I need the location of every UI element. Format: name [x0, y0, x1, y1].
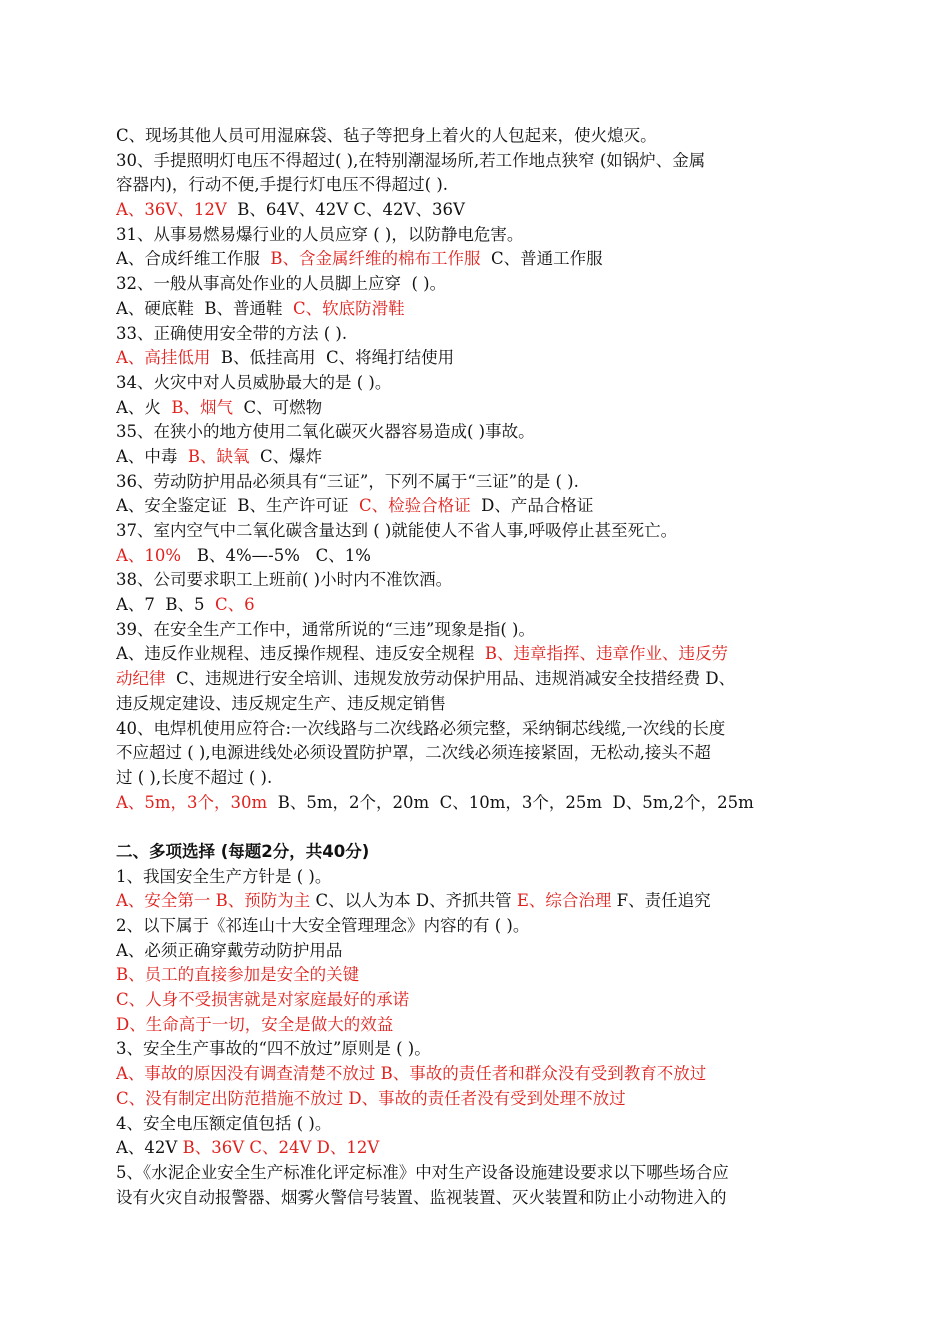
text-segment: A、安全鉴定证 B、生产许可证 [116, 496, 360, 516]
text-line [116, 420, 836, 445]
text-segment: 31、从事易燃易爆行业的人员应穿 ( )，以防静电危害。 [116, 224, 524, 244]
document-body [116, 124, 836, 1210]
text-segment: 39、在安全生产工作中，通常所说的“三违”现象是指( )。 [116, 619, 535, 639]
text-segment: A、必须正确穿戴劳动防护用品 [116, 940, 343, 960]
text-segment: 37、室内空气中二氧化碳含量达到 ( )就能使人不省人事,呼吸停止甚至死亡。 [116, 521, 678, 540]
text-segment: 34、火灾中对人员威胁最大的是 ( )。 [116, 372, 392, 392]
text-segment: 32、一般从事高处作业的人员脚上应穿 ( )。 [116, 274, 447, 294]
answer-highlight: B、员工的直接参加是安全的关键 [116, 965, 360, 985]
text-segment: 设有火灾自动报警器、烟雾火警信号装置、监视装置、灭火装置和防止小动物进入的 [116, 1187, 727, 1207]
text-line [116, 519, 836, 544]
answer-highlight: A、事故的原因没有调查清楚不放过 B、事故的责任者和群众没有受到教育不放过 [116, 1064, 707, 1084]
text-line [116, 618, 836, 643]
text-segment: 1、我国安全生产方针是 ( )。 [116, 866, 332, 886]
text-line [116, 1037, 836, 1062]
text-line [116, 988, 836, 1013]
text-line [116, 741, 836, 766]
text-segment: C、违规进行安全培训、违规发放劳动保护用品、违规消减安全技措经费 D、 [165, 669, 736, 689]
answer-highlight: B、含金属纤维的棉布工作服 [270, 249, 481, 269]
text-segment: B、64V、42V C、42V、36V [226, 200, 465, 220]
text-segment: B、4%—-5% C、1% [181, 545, 371, 565]
text-segment: D、产品合格证 [470, 496, 594, 516]
text-segment: 容器内)，行动不便,手提行灯电压不得超过( ). [116, 175, 449, 195]
text-line [116, 322, 836, 347]
text-line [116, 223, 836, 248]
text-segment: C、普通工作服 [480, 249, 603, 269]
text-line [116, 717, 836, 742]
text-segment: 过 ( ),长度不超过 ( ). [116, 767, 273, 787]
answer-highlight: C、检验合格证 [359, 496, 471, 516]
text-line [116, 445, 836, 470]
text-segment: C、可燃物 [233, 397, 323, 417]
answer-highlight: A、10% [116, 545, 182, 565]
text-segment: A、中毒 [116, 446, 188, 466]
text-segment: B、5m，2个，20m C、10m，3个，25m D、5m,2个，25m [267, 792, 754, 812]
answer-highlight: E、综合治理 [516, 891, 612, 911]
text-line [116, 568, 836, 593]
text-segment: 4、安全电压额定值包括 ( )。 [116, 1113, 332, 1133]
text-line [116, 939, 836, 964]
text-segment: C、现场其他人员可用湿麻袋、毡子等把身上着火的人包起来，使火熄灭。 [116, 126, 657, 145]
text-line [116, 766, 836, 791]
blank-line [116, 815, 836, 840]
text-line [116, 297, 836, 322]
answer-highlight: 动纪律 [116, 669, 166, 689]
text-line [116, 1112, 836, 1137]
text-line [116, 470, 836, 495]
text-line [116, 198, 836, 223]
text-line [116, 1062, 836, 1087]
text-segment: 5、《水泥企业安全生产标准化评定标准》中对生产设备设施建设要求以下哪些场合应 [116, 1162, 729, 1182]
answer-highlight: C、6 [215, 595, 255, 615]
text-line [116, 642, 836, 667]
text-segment: 36、劳动防护用品必须具有“三证”，下列不属于“三证”的是 ( ). [116, 471, 579, 491]
text-line [116, 865, 836, 890]
text-segment: C、以人为本 D、齐抓共管 [310, 891, 517, 911]
text-segment: 40、电焊机使用应符合:一次线路与二次线路必须完整，采纳铜芯线缆,一次线的长度 [116, 718, 726, 738]
answer-highlight: C、没有制定出防范措施不放过 D、事故的责任者没有受到处理不放过 [116, 1088, 626, 1108]
answer-highlight: D、生命高于一切，安全是做大的效益 [116, 1014, 394, 1034]
answer-highlight: B、缺氧 [187, 446, 250, 466]
text-segment: 3、安全生产事故的“四不放过”原则是 ( )。 [116, 1039, 431, 1059]
text-segment: B、低挂高用 C、将绳打结使用 [210, 348, 455, 368]
text-line [116, 494, 836, 519]
text-line [116, 963, 836, 988]
text-line [116, 889, 836, 914]
text-segment: 不应超过 ( ),电源进线处必须设置防护罩，二次线必须连接紧固，无松动,接头不超 [116, 743, 711, 763]
text-line [116, 593, 836, 618]
answer-highlight: C、软底防滑鞋 [293, 298, 405, 318]
answer-highlight: C、人身不受损害就是对家庭最好的承诺 [116, 990, 410, 1010]
text-line [116, 124, 836, 149]
text-line [116, 1161, 836, 1186]
text-line [116, 544, 836, 569]
section-heading [116, 840, 836, 865]
answer-highlight: B、违章指挥、违章作业、违反劳 [484, 644, 729, 664]
text-segment: C、爆炸 [249, 446, 323, 466]
text-line [116, 1136, 836, 1161]
text-segment: 二、多项选择 (每题2分，共40分) [116, 841, 370, 861]
text-line [116, 667, 836, 692]
answer-highlight: A、高挂低用 [116, 348, 211, 368]
text-line [116, 1087, 836, 1112]
text-segment: 违反规定建设、违反规定生产、违反规定销售 [116, 693, 446, 713]
text-line [116, 371, 836, 396]
text-segment: F、责任追究 [611, 891, 711, 911]
text-segment: A、合成纤维工作服 [116, 249, 271, 269]
text-segment: A、硬底鞋 B、普通鞋 [116, 298, 294, 318]
answer-highlight: A、安全第一 B、预防为主 [116, 891, 311, 911]
answer-highlight: A、36V、12V [116, 200, 227, 220]
text-segment: 38、公司要求职工上班前( )小时内不准饮酒。 [116, 570, 453, 590]
text-line [116, 692, 836, 717]
text-segment: A、火 [116, 397, 172, 417]
text-segment: 30、手提照明灯电压不得超过( ),在特别潮湿场所,若工作地点狭窄 (如锅炉、金属 [116, 150, 706, 170]
text-line [116, 173, 836, 198]
text-segment: 35、在狭小的地方使用二氧化碳灭火器容易造成( )事故。 [116, 422, 535, 442]
text-line [116, 346, 836, 371]
text-line [116, 247, 836, 272]
text-line [116, 1186, 836, 1211]
text-line [116, 1013, 836, 1038]
text-segment: 2、以下属于《祁连山十大安全管理理念》内容的有 ( )。 [116, 916, 530, 935]
answer-highlight: B、36V C、24V D、12V [182, 1138, 380, 1158]
text-line [116, 272, 836, 297]
text-line [116, 914, 836, 939]
text-segment: A、42V [116, 1138, 183, 1158]
text-segment: A、违反作业规程、违反操作规程、违反安全规程 [116, 644, 485, 664]
text-segment: A、7 B、5 [116, 595, 216, 615]
text-line [116, 396, 836, 421]
answer-highlight: B、烟气 [171, 397, 234, 417]
text-segment: 33、正确使用安全带的方法 ( ). [116, 323, 348, 343]
text-line [116, 149, 836, 174]
answer-highlight: A、5m，3个，30m [116, 792, 268, 812]
text-line [116, 791, 836, 816]
